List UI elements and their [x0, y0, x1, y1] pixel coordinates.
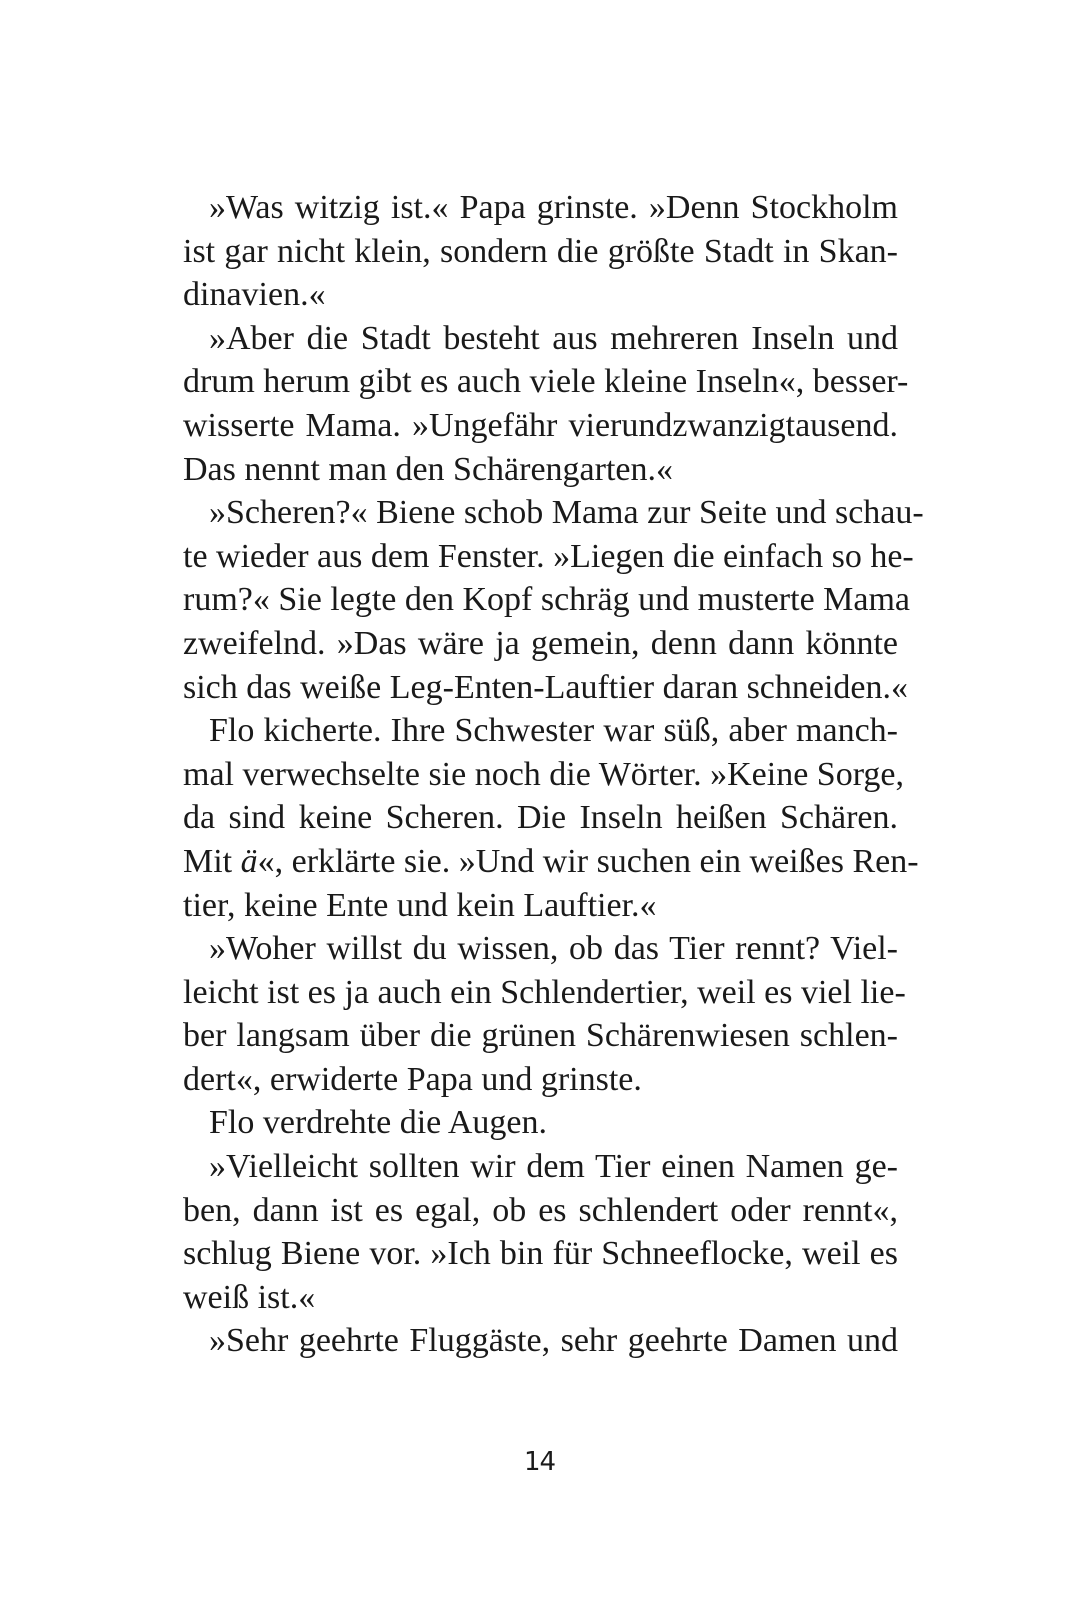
text-line: »Scheren?« Biene schob Mama zur Seite und schau- [209, 494, 924, 532]
text-line: Flo kicherte. Ihre Schwester war süß, aber manch- [209, 712, 898, 750]
body-text [183, 186, 924, 1363]
text-line: sich das weiße Leg-Enten-Lauftier daran schneiden.« [183, 668, 909, 706]
italic-letter: ä [240, 842, 258, 880]
text-line: Das nennt man den Schärengarten.« [183, 450, 673, 488]
text-line: ben, dann ist es egal, ob es schlendert oder rennt«, [183, 1191, 898, 1229]
text-line: »Sehr geehrte Fluggäste, sehr geehrte Damen und [209, 1322, 898, 1360]
text-line: tier, keine Ente und kein Lauftier.« [183, 886, 657, 924]
text-line: ber langsam über die grünen Schärenwiesen schlen- [183, 1017, 898, 1055]
text-line: da sind keine Scheren. Die Inseln heißen Schären. [183, 799, 898, 837]
text-line: Flo verdrehte die Augen. [209, 1104, 548, 1142]
text-line: »Woher willst du wissen, ob das Tier rennt? Viel- [209, 930, 898, 968]
text-line: leicht ist es ja auch ein Schlendertier, weil es viel lie- [183, 973, 906, 1011]
text-line: dert«, erwiderte Papa und grinste. [183, 1060, 642, 1098]
text-line: weiß ist.« [183, 1278, 316, 1316]
text-line: zweifelnd. »Das wäre ja gemein, denn dann könnte [183, 624, 898, 662]
text-line: Mit ä«, erklärte sie. »Und wir suchen ein weißes Ren- [183, 842, 919, 880]
text-line: drum herum gibt es auch viele kleine Inseln«, besser- [183, 363, 909, 401]
text-line: dinavien.« [183, 276, 326, 314]
text-line: »Was witzig ist.« Papa grinste. »Denn Stockholm [209, 189, 898, 226]
text-line: rum?« Sie legte den Kopf schräg und musterte Mama [183, 581, 911, 619]
text-line: schlug Biene vor. »Ich bin für Schneeflocke, weil es [183, 1235, 898, 1273]
text-line: ist gar nicht klein, sondern die größte Stadt in Skan- [183, 232, 898, 270]
text-line: te wieder aus dem Fenster. »Liegen die einfach so he- [183, 537, 914, 575]
text-line: wisserte Mama. »Ungefähr vierundzwanzigtausend. [183, 406, 898, 444]
text-line: »Vielleicht sollten wir dem Tier einen Namen ge- [209, 1148, 898, 1186]
text-line: mal verwechselte sie noch die Wörter. »Keine Sorge, [183, 755, 905, 793]
page-number: 14 [523, 1447, 556, 1477]
text-line: »Aber die Stadt besteht aus mehreren Inseln und [209, 319, 898, 357]
